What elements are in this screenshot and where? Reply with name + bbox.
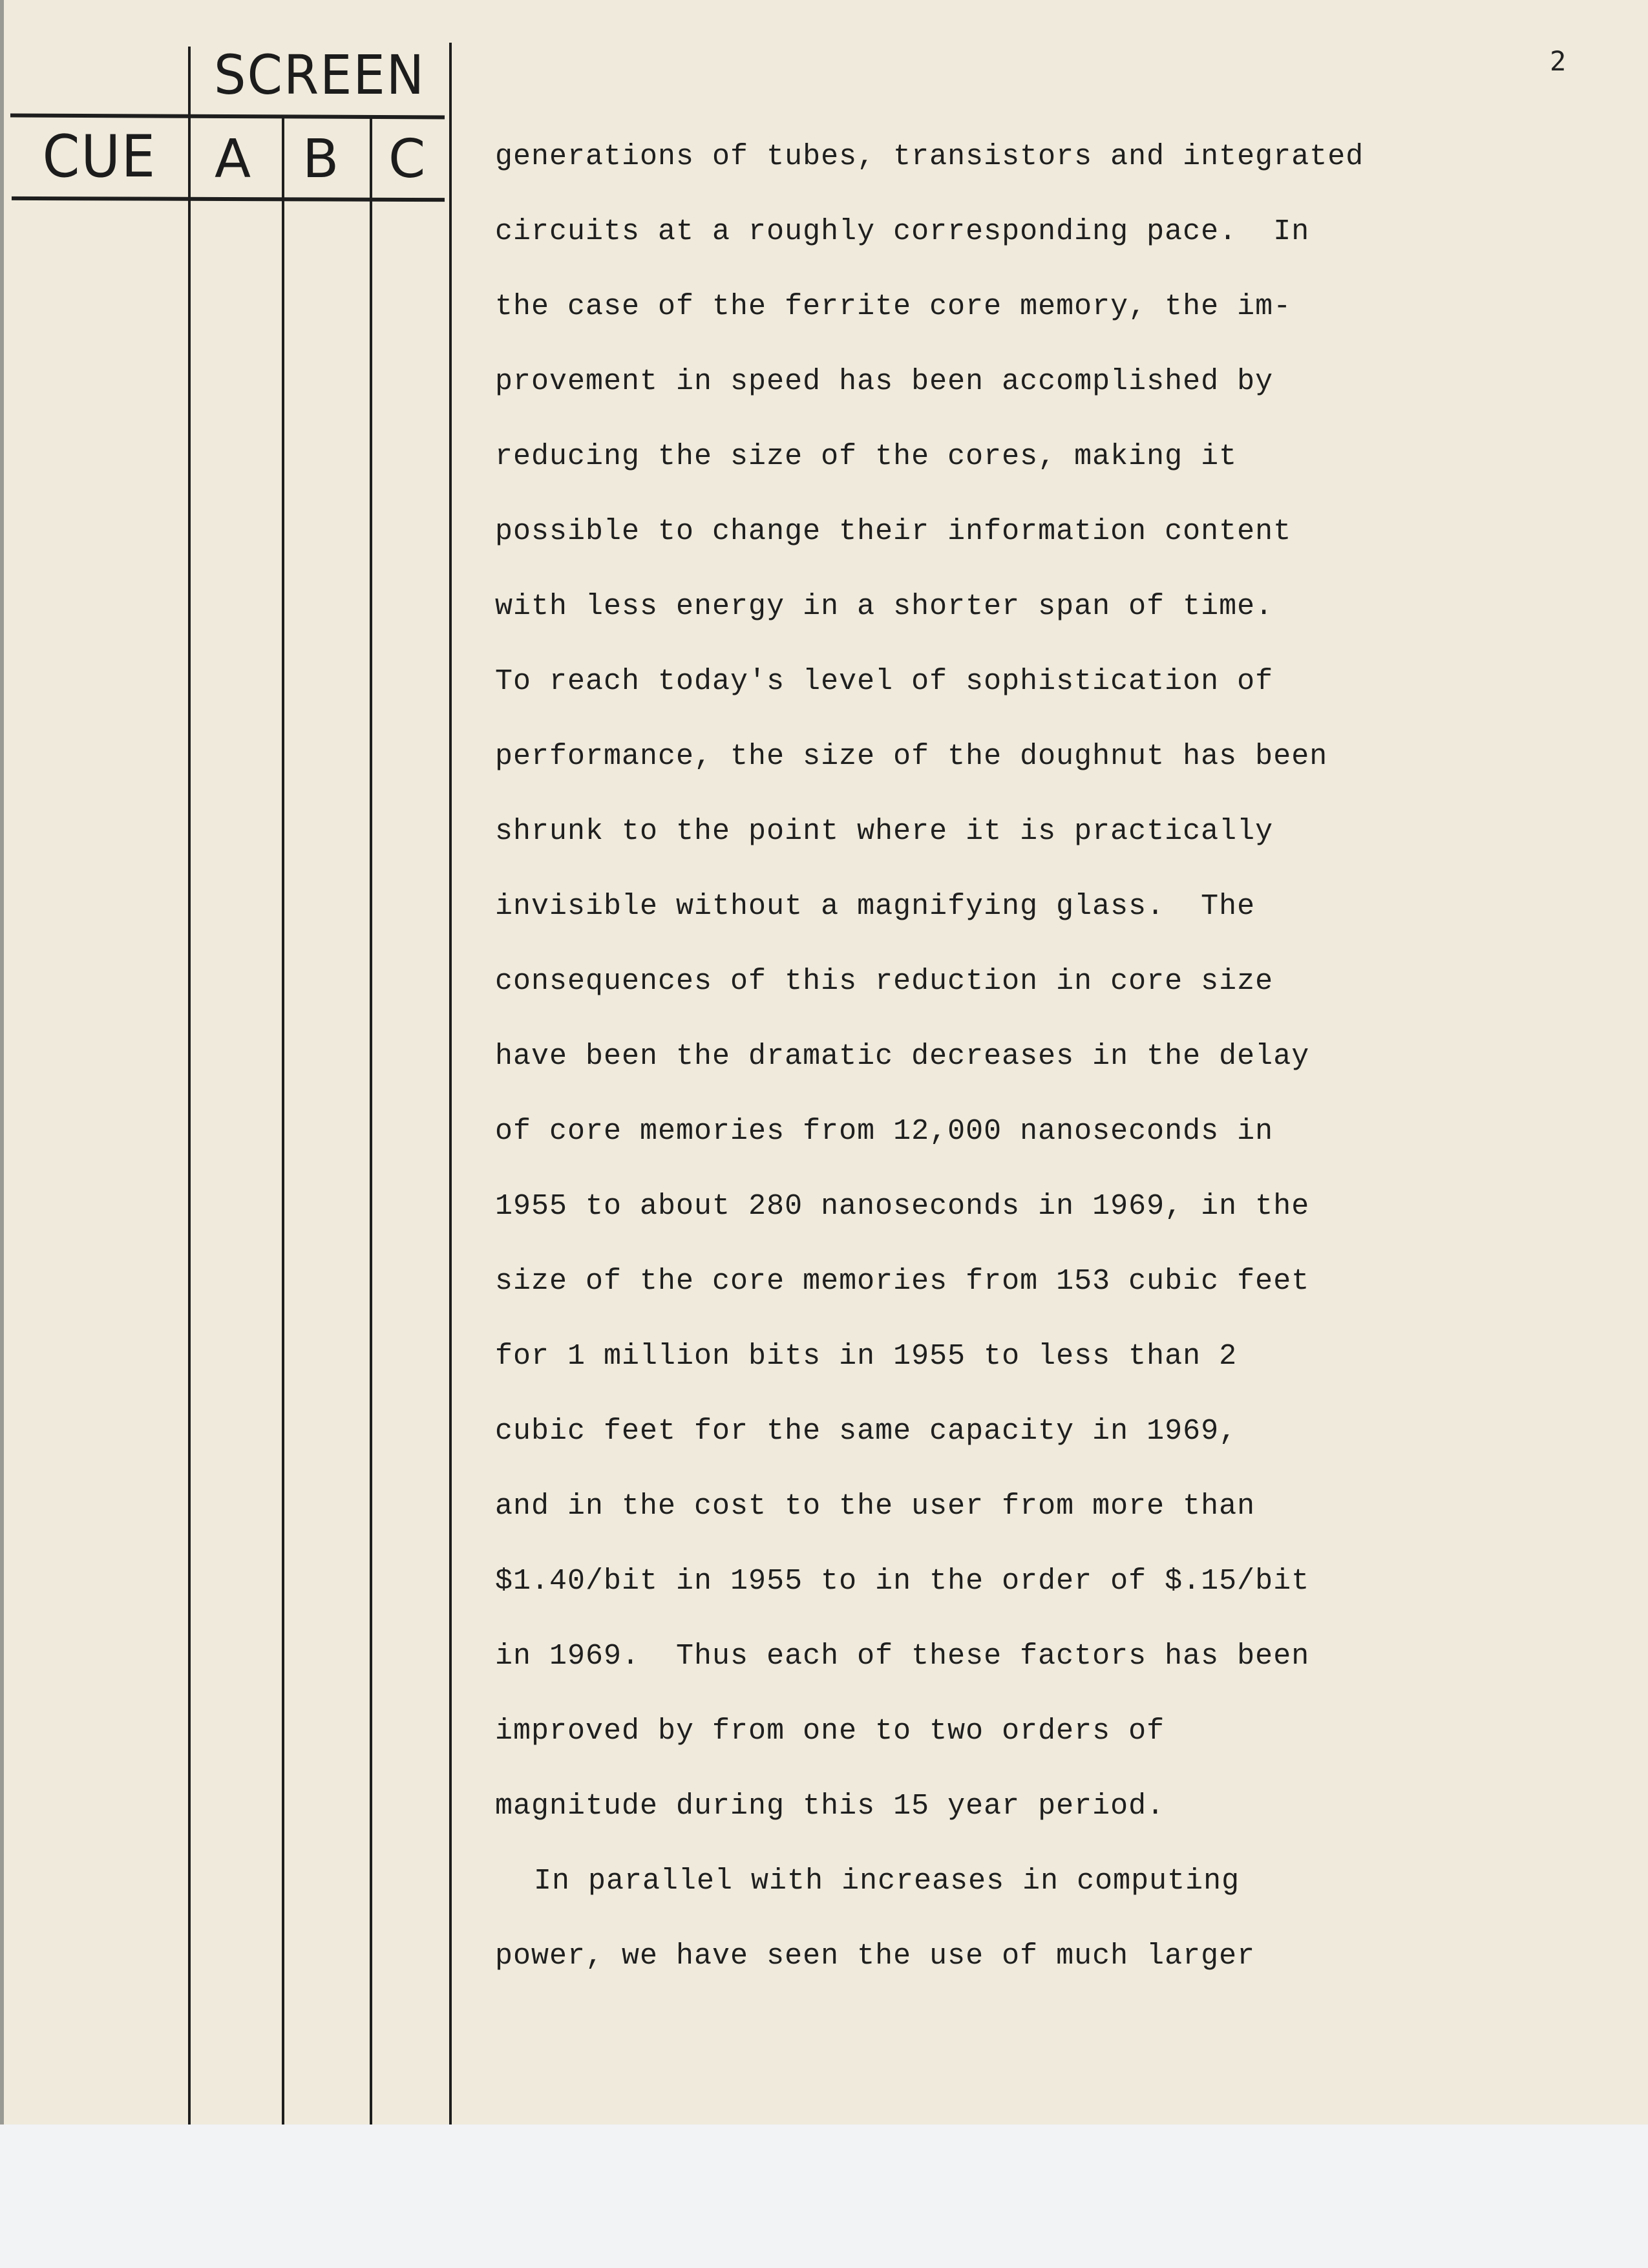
text-line: the case of the ferrite core memory, the im- xyxy=(495,290,1292,323)
text-line: have been the dramatic decreases in the delay xyxy=(495,1040,1310,1073)
text-line: invisible without a magnifying glass. The xyxy=(495,890,1256,923)
grid-line-b-right xyxy=(370,118,372,2125)
text-line: with less energy in a shorter span of time. xyxy=(495,590,1274,623)
text-line: $1.40/bit in 1955 to in the order of $.15/bit xyxy=(495,1565,1310,1598)
grid-line-a-right xyxy=(282,118,284,2125)
text-line: circuits at a roughly corresponding pace. In xyxy=(495,215,1310,248)
typed-body-text xyxy=(495,134,1542,2009)
grid-line-header-top xyxy=(10,114,445,120)
text-line: consequences of this reduction in core size xyxy=(495,965,1274,998)
text-line: provement in speed has been accomplished by xyxy=(495,365,1274,398)
text-line: generations of tubes, transistors and integrated xyxy=(495,140,1364,173)
text-line: performance, the size of the doughnut has been xyxy=(495,740,1328,773)
text-line: of core memories from 12,000 nanoseconds in xyxy=(495,1115,1274,1148)
screen-column-a-label: A xyxy=(215,129,253,190)
screen-header-label: SCREEN xyxy=(214,44,426,107)
grid-line-header-bottom xyxy=(12,196,445,202)
paragraph-start-line: In parallel with increases in computing xyxy=(534,1865,1240,1898)
grid-line-cue-right xyxy=(188,47,191,2125)
text-line: possible to change their information content xyxy=(495,515,1292,548)
text-line: shrunk to the point where it is practically xyxy=(495,815,1274,848)
text-line: 1955 to about 280 nanoseconds in 1969, in the xyxy=(495,1190,1310,1223)
text-line: in 1969. Thus each of these factors has been xyxy=(495,1640,1310,1673)
text-line: improved by from one to two orders of xyxy=(495,1715,1165,1748)
text-line: magnitude during this 15 year period. xyxy=(495,1790,1165,1823)
grid-line-screen-right xyxy=(449,43,452,2125)
screen-column-b-label: B xyxy=(302,129,341,190)
text-line: for 1 million bits in 1955 to less than 2 xyxy=(495,1340,1238,1373)
cue-header-label: CUE xyxy=(42,123,156,191)
page-number: 2 xyxy=(1550,45,1567,77)
text-line: reducing the size of the cores, making it xyxy=(495,440,1238,473)
text-line: cubic feet for the same capacity in 1969, xyxy=(495,1415,1238,1448)
text-line: and in the cost to the user from more than xyxy=(495,1490,1256,1523)
text-line: To reach today's level of sophistication of xyxy=(495,665,1274,698)
text-line: size of the core memories from 153 cubic feet xyxy=(495,1265,1310,1298)
screen-column-c-label: C xyxy=(388,129,427,190)
text-line: power, we have seen the use of much larger xyxy=(495,1940,1256,1973)
